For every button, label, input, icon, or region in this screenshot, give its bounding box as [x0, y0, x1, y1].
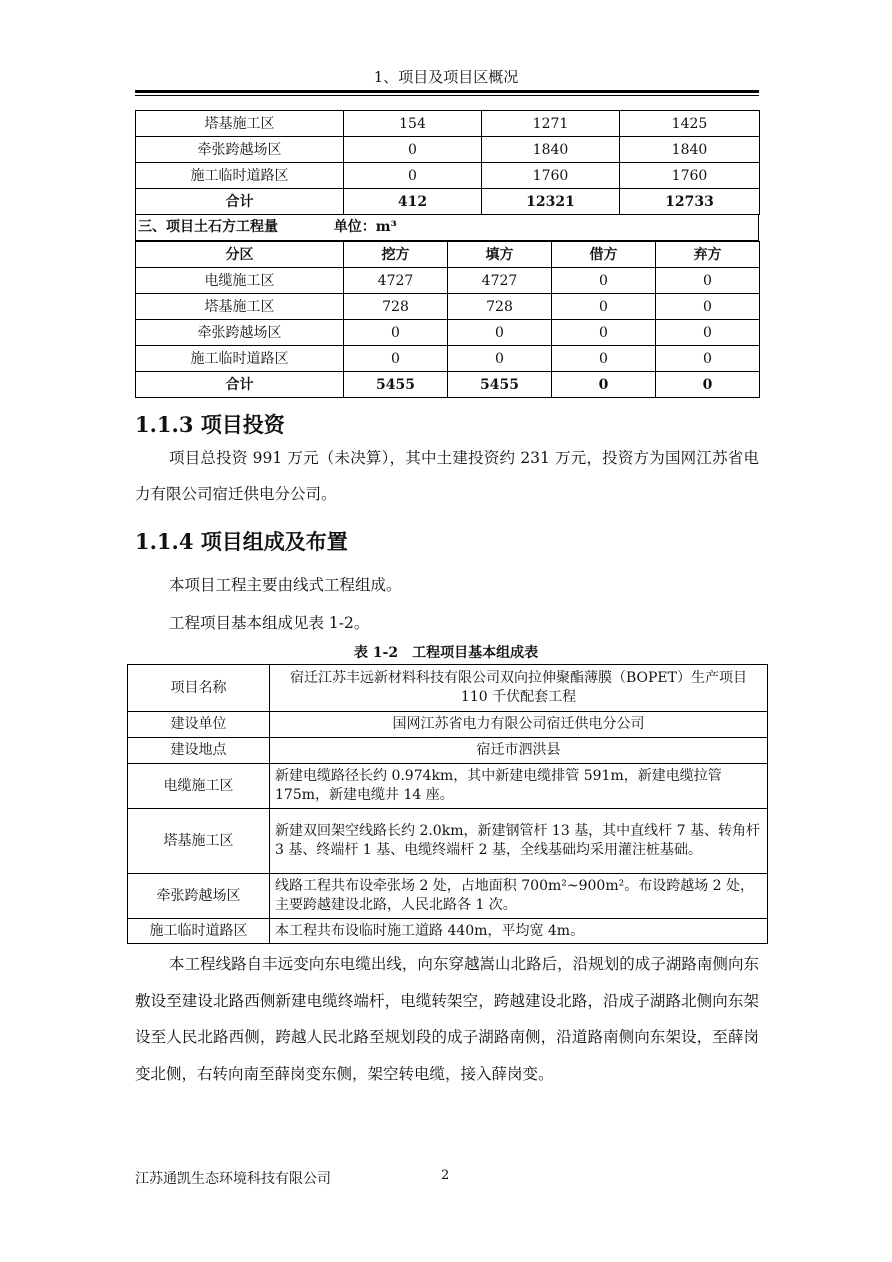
table-cell: 施工临时道路区 [136, 346, 344, 372]
row-value: 线路工程共布设牵张场 2 处，占地面积 700m²~900m²。布设跨越场 2 处，主要跨越建设北路，人民北路各 1 次。 [270, 874, 768, 919]
table-cell: 12321 [482, 189, 620, 215]
table-cell: 12733 [620, 189, 760, 215]
header-rule-thick [135, 90, 759, 93]
table-cell: 塔基施工区 [136, 294, 344, 320]
row-label: 塔基施工区 [128, 809, 270, 874]
table-cell: 0 [656, 372, 760, 398]
earthwork-section-title [135, 214, 759, 241]
table-row [136, 137, 760, 163]
route-paragraph: 本工程线路自丰远变向东电缆出线，向东穿越嵩山北路后，沿规划的成子湖路南侧向东敷设至建设北路西侧新建电缆终端杆，电缆转架空，跨越建设北路，沿成子湖路北侧向东架设至人民北路西侧，跨越人民北路至规划段的成子湖路南侧，沿道路南侧向东架设，至薛岗变北侧，右转向南至薛岗变东侧，架空转电缆，接入薛岗变。 [135, 955, 759, 1083]
composition-paragraph-1: 本项目工程主要由线式工程组成。 [169, 576, 402, 594]
table-cell: 0 [344, 137, 482, 163]
row-label: 项目名称 [128, 665, 270, 712]
table-row [136, 294, 760, 320]
table-header-row [136, 242, 760, 268]
table-cell: 0 [448, 346, 552, 372]
table-row [128, 809, 768, 874]
table-cell: 合计 [136, 189, 344, 215]
composition-paragraph-2: 工程项目基本组成见表 1-2。 [169, 614, 370, 632]
page-number: 2 [441, 1168, 450, 1183]
row-value: 本工程共布设临时施工道路 440m，平均宽 4m。 [270, 919, 768, 944]
table-cell: 0 [656, 294, 760, 320]
earthwork-table [135, 241, 760, 398]
table-cell: 0 [552, 294, 656, 320]
table-cell: 154 [344, 111, 482, 137]
table-cell: 1271 [482, 111, 620, 137]
table-row [128, 919, 768, 944]
section-heading-investment: 1.1.3 项目投资 [135, 412, 285, 437]
table-cell: 0 [448, 320, 552, 346]
unit-label: 单位：m³ [333, 219, 397, 235]
row-label: 牵张跨越场区 [128, 874, 270, 919]
table-cell: 1760 [482, 163, 620, 189]
table-cell: 0 [656, 346, 760, 372]
table-cell: 0 [344, 320, 448, 346]
table-cell: 0 [344, 346, 448, 372]
table-cell: 1760 [620, 163, 760, 189]
section-heading-composition: 1.1.4 项目组成及布置 [135, 529, 348, 554]
table-row [136, 320, 760, 346]
table-cell: 5455 [448, 372, 552, 398]
composition-table [127, 664, 768, 944]
row-value: 宿迁江苏丰远新材料科技有限公司双向拉伸聚酯薄膜（BOPET）生产项目 110 千伏配套工程 [270, 665, 768, 712]
table-row [136, 163, 760, 189]
table-cell: 4727 [448, 268, 552, 294]
section-title: 三、项目土石方工程量 [138, 219, 278, 235]
table-caption: 表 1-2 工程项目基本组成表 [353, 645, 539, 661]
table-cell: 728 [344, 294, 448, 320]
row-label: 电缆施工区 [128, 764, 270, 809]
header-rule-thin [135, 95, 759, 96]
table-row [136, 346, 760, 372]
row-label: 施工临时道路区 [128, 919, 270, 944]
table-cell: 728 [448, 294, 552, 320]
row-label: 建设地点 [128, 738, 270, 764]
table-cell: 412 [344, 189, 482, 215]
row-value: 国网江苏省电力有限公司宿迁供电分公司 [270, 712, 768, 738]
table-row [128, 738, 768, 764]
table-cell: 0 [656, 268, 760, 294]
table-cell: 合计 [136, 372, 344, 398]
column-header: 填方 [448, 242, 552, 268]
table-cell: 0 [344, 163, 482, 189]
table-row [128, 874, 768, 919]
footer-company: 江苏通凯生态环境科技有限公司 [135, 1171, 331, 1187]
area-table [135, 110, 760, 215]
table-cell: 0 [552, 372, 656, 398]
table-row [128, 712, 768, 738]
running-header: 1、项目及项目区概况 [373, 68, 519, 86]
table-row [128, 764, 768, 809]
table-cell: 1425 [620, 111, 760, 137]
table-row [136, 268, 760, 294]
row-value: 新建双回架空线路长约 2.0km，新建钢管杆 13 基，其中直线杆 7 基、转角杆 3 基、终端杆 1 基、电缆终端杆 2 基，全线基础均采用灌注桩基础。 [270, 809, 768, 874]
investment-paragraph: 项目总投资 991 万元（未决算），其中土建投资约 231 万元，投资方为国网江苏省电力有限公司宿迁供电分公司。 [135, 449, 759, 503]
row-value: 新建电缆路径长约 0.974km，其中新建电缆排管 591m，新建电缆拉管 175m，新建电缆井 14 座。 [270, 764, 768, 809]
table-cell: 1840 [482, 137, 620, 163]
table-cell: 4727 [344, 268, 448, 294]
table-cell: 电缆施工区 [136, 268, 344, 294]
table-cell: 0 [552, 268, 656, 294]
row-value: 宿迁市泗洪县 [270, 738, 768, 764]
table-cell: 塔基施工区 [136, 111, 344, 137]
table-cell: 0 [656, 320, 760, 346]
table-total-row [136, 189, 760, 215]
table-cell: 牵张跨越场区 [136, 137, 344, 163]
table-row [136, 111, 760, 137]
table-cell: 5455 [344, 372, 448, 398]
table-total-row [136, 372, 760, 398]
table-row [128, 665, 768, 712]
column-header: 分区 [136, 242, 344, 268]
row-label: 建设单位 [128, 712, 270, 738]
column-header: 弃方 [656, 242, 760, 268]
column-header: 挖方 [344, 242, 448, 268]
table-cell: 牵张跨越场区 [136, 320, 344, 346]
table-cell: 0 [552, 346, 656, 372]
column-header: 借方 [552, 242, 656, 268]
table-cell: 施工临时道路区 [136, 163, 344, 189]
table-cell: 0 [552, 320, 656, 346]
table-cell: 1840 [620, 137, 760, 163]
